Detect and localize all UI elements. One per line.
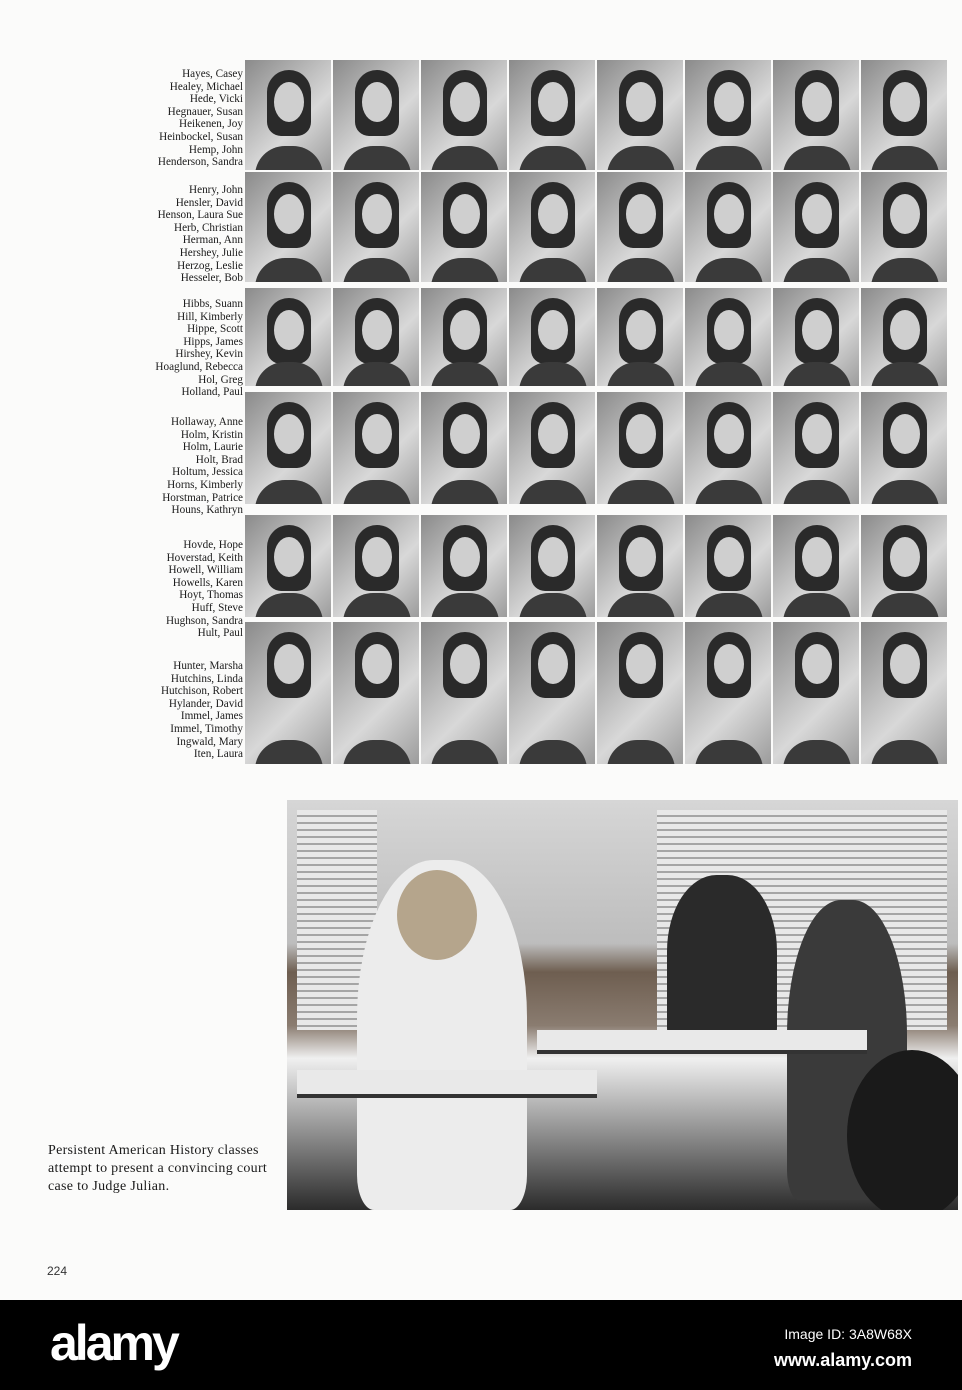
student-portrait	[421, 288, 507, 386]
student-name: Hoyt, Thomas	[179, 589, 243, 602]
page-number: 224	[47, 1264, 68, 1278]
portrait-row	[245, 392, 947, 504]
name-group	[60, 68, 243, 169]
student-portrait	[685, 60, 771, 170]
name-group	[60, 660, 243, 761]
student-name: Hill, Kimberly	[177, 310, 243, 323]
name-group	[60, 184, 243, 285]
student-portrait	[245, 392, 331, 504]
student-portrait	[421, 622, 507, 764]
student-portrait	[861, 60, 947, 170]
student-portrait	[421, 60, 507, 170]
portrait-row	[245, 60, 947, 170]
student-name: Hesseler, Bob	[180, 272, 243, 285]
student-portrait	[421, 515, 507, 617]
student-name: Holtum, Jessica	[172, 466, 243, 479]
student-portrait	[597, 515, 683, 617]
name-group	[60, 298, 243, 399]
student-name: Hemp, John	[188, 143, 243, 156]
student-portrait	[773, 288, 859, 386]
student-portrait	[245, 288, 331, 386]
student-name: Holm, Kristin	[180, 428, 243, 441]
student-portrait	[509, 288, 595, 386]
student-portrait	[245, 515, 331, 617]
student-portrait	[333, 172, 419, 282]
student-portrait	[333, 288, 419, 386]
student-name: Herzog, Leslie	[177, 259, 243, 272]
student-portrait	[861, 172, 947, 282]
portrait-row	[245, 288, 947, 386]
student-name: Howell, William	[168, 564, 243, 577]
image-id: Image ID: 3A8W68X	[784, 1326, 912, 1342]
student-name: Hensler, David	[175, 196, 243, 209]
student-portrait	[773, 60, 859, 170]
student-portrait	[773, 622, 859, 764]
student-name: Hayes, Casey	[182, 68, 243, 80]
student-portrait	[597, 622, 683, 764]
site-url: www.alamy.com	[773, 1350, 912, 1370]
student-name: Hershey, Julie	[179, 246, 243, 259]
student-portrait	[773, 515, 859, 617]
student-name: Howells, Karen	[172, 576, 243, 589]
student-portrait	[597, 288, 683, 386]
student-name: Hylander, David	[168, 697, 243, 710]
student-name: Hibbs, Suann	[182, 298, 243, 310]
student-portrait	[861, 288, 947, 386]
student-name: Iten, Laura	[193, 748, 243, 761]
student-portrait	[509, 60, 595, 170]
watermark-footer	[0, 1300, 962, 1390]
student-name: Ingwald, Mary	[176, 735, 243, 748]
student-portrait	[685, 515, 771, 617]
student-portrait	[509, 622, 595, 764]
student-name: Heikenen, Joy	[178, 118, 243, 131]
student-name: Huff, Steve	[191, 601, 243, 614]
student-portrait	[509, 172, 595, 282]
student-portrait	[685, 622, 771, 764]
photo-caption: Persistent American History classes attempt to present a convincing court case to Judge Julian.	[48, 1143, 268, 1194]
student-name: Henry, John	[189, 184, 243, 196]
student-name: Henson, Laura Sue	[157, 209, 243, 222]
student-name: Houns, Kathryn	[171, 504, 243, 517]
student-portrait	[773, 172, 859, 282]
name-group	[60, 416, 243, 517]
student-name: Hutchison, Robert	[160, 685, 243, 698]
student-portrait	[509, 392, 595, 504]
student-portrait	[333, 515, 419, 617]
student-portrait	[597, 172, 683, 282]
student-name: Hede, Vicki	[189, 93, 243, 106]
student-name: Henderson, Sandra	[157, 156, 243, 169]
student-name: Healey, Michael	[169, 80, 243, 93]
student-name: Immel, Timothy	[170, 722, 243, 735]
student-portrait	[421, 172, 507, 282]
student-name: Hollaway, Anne	[171, 416, 243, 428]
student-name: Hoaglund, Rebecca	[155, 360, 243, 373]
student-name: Horns, Kimberly	[167, 478, 243, 491]
student-name: Holm, Laurie	[182, 441, 243, 454]
student-portrait	[509, 515, 595, 617]
student-name: Hipps, James	[183, 335, 243, 348]
student-name: Herman, Ann	[182, 234, 243, 247]
student-name: Hol, Greg	[198, 373, 243, 386]
student-portrait	[597, 60, 683, 170]
student-portrait	[861, 392, 947, 504]
student-portrait	[333, 392, 419, 504]
portrait-row	[245, 515, 947, 617]
student-portrait	[685, 288, 771, 386]
student-portrait	[685, 392, 771, 504]
student-portrait	[333, 60, 419, 170]
portrait-row	[245, 172, 947, 282]
student-portrait	[861, 622, 947, 764]
student-portrait	[421, 392, 507, 504]
alamy-logo: alamy	[50, 1315, 177, 1371]
student-name: Hughson, Sandra	[165, 614, 243, 627]
student-portrait	[597, 392, 683, 504]
student-name: Hult, Paul	[197, 627, 243, 640]
portrait-row	[245, 622, 947, 764]
student-portrait	[861, 515, 947, 617]
student-name: Hippe, Scott	[187, 323, 243, 336]
student-portrait	[333, 622, 419, 764]
classroom-photo	[287, 800, 958, 1210]
student-name: Holt, Brad	[195, 453, 243, 466]
student-name: Hutchins, Linda	[170, 672, 243, 685]
student-name: Hoverstad, Keith	[166, 551, 243, 564]
student-name: Hegnauer, Susan	[167, 105, 243, 118]
student-name: Hovde, Hope	[183, 539, 243, 551]
student-name: Horstman, Patrice	[162, 491, 243, 504]
student-name: Hunter, Marsha	[173, 660, 243, 672]
student-name: Heinbockel, Susan	[159, 130, 243, 143]
student-name: Hirshey, Kevin	[175, 348, 243, 361]
student-portrait	[245, 622, 331, 764]
student-portrait	[245, 60, 331, 170]
student-portrait	[685, 172, 771, 282]
student-name: Holland, Paul	[181, 386, 243, 399]
student-name: Immel, James	[180, 710, 243, 723]
name-group	[60, 539, 243, 640]
student-portrait	[245, 172, 331, 282]
student-portrait	[773, 392, 859, 504]
student-name: Herb, Christian	[174, 221, 243, 234]
